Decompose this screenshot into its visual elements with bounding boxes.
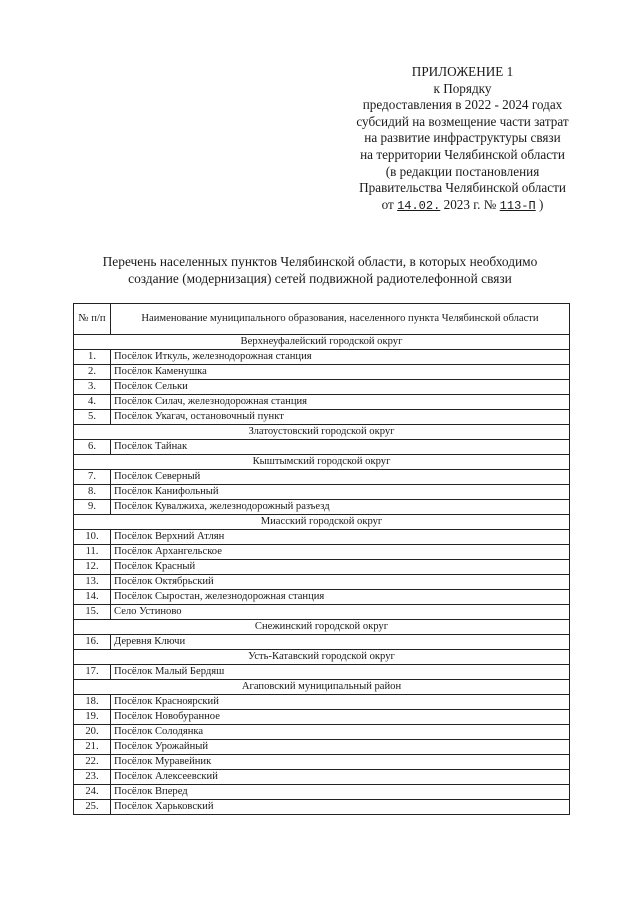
settlements-table-wrapper [73, 303, 570, 815]
row-number: 11. [74, 545, 111, 560]
row-number: 5. [74, 410, 111, 425]
settlement-name: Посёлок Красный [111, 560, 570, 575]
appendix-line: субсидий на возмещение части затрат [356, 113, 569, 129]
table-row [74, 785, 570, 800]
row-number: 21. [74, 740, 111, 755]
date-value: 14.02. [397, 198, 441, 213]
section-name: Снежинский городской округ [74, 620, 570, 635]
row-number: 10. [74, 530, 111, 545]
table-row [74, 635, 570, 650]
settlement-name: Посёлок Архангельское [111, 545, 570, 560]
row-number: 1. [74, 350, 111, 365]
table-row [74, 575, 570, 590]
settlement-name: Посёлок Харьковский [111, 800, 570, 815]
section-row [74, 650, 570, 665]
appendix-line: предоставления в 2022 - 2024 годах [362, 97, 563, 113]
table-row [74, 365, 570, 380]
section-name: Златоустовский городской округ [74, 425, 570, 440]
settlement-name: Деревня Ключи [111, 635, 570, 650]
row-number: 14. [74, 590, 111, 605]
section-name: Миасский городской округ [74, 515, 570, 530]
row-number: 13. [74, 575, 111, 590]
table-row [74, 410, 570, 425]
settlement-name: Посёлок Вперед [111, 785, 570, 800]
settlement-name: Посёлок Красноярский [111, 695, 570, 710]
row-number: 9. [74, 500, 111, 515]
row-number: 2. [74, 365, 111, 380]
table-row [74, 440, 570, 455]
table-row [74, 725, 570, 740]
section-row [74, 455, 570, 470]
settlement-name: Посёлок Укагач, остановочный пункт [111, 410, 570, 425]
section-name: Агаповский муниципальный район [74, 680, 570, 695]
row-number: 25. [74, 800, 111, 815]
table-row [74, 500, 570, 515]
row-number: 12. [74, 560, 111, 575]
settlement-name: Посёлок Канифольный [111, 485, 570, 500]
settlement-name: Посёлок Северный [111, 470, 570, 485]
settlement-name: Посёлок Каменушка [111, 365, 570, 380]
section-name: Верхнеуфалейский городской округ [74, 335, 570, 350]
header-num: № п/п [74, 304, 111, 335]
settlement-name: Посёлок Муравейник [111, 755, 570, 770]
row-number: 22. [74, 755, 111, 770]
section-row [74, 425, 570, 440]
settlement-name: Посёлок Тайнак [111, 440, 570, 455]
date-prefix: от [381, 196, 394, 212]
row-number: 3. [74, 380, 111, 395]
table-row [74, 770, 570, 785]
appendix-line: (в редакции постановления [385, 163, 540, 179]
settlement-name: Посёлок Солодянка [111, 725, 570, 740]
settlement-name: Посёлок Иткуль, железнодорожная станция [111, 350, 570, 365]
section-row [74, 680, 570, 695]
row-number: 24. [74, 785, 111, 800]
settlement-name: Посёлок Верхний Атлян [111, 530, 570, 545]
table-row [74, 800, 570, 815]
section-row [74, 335, 570, 350]
document-title [40, 253, 600, 287]
title-line-1: Перечень населенных пунктов Челябинской области, в которых необходимо [102, 254, 538, 269]
row-number: 20. [74, 725, 111, 740]
table-row [74, 545, 570, 560]
appendix-line: Правительства Челябинской области [359, 180, 566, 196]
table-row [74, 710, 570, 725]
doc-number: 113-П [499, 198, 536, 213]
settlement-name: Посёлок Алексеевский [111, 770, 570, 785]
section-row [74, 515, 570, 530]
settlement-name: Посёлок Новобуранное [111, 710, 570, 725]
settlement-name: Посёлок Малый Бердяш [111, 665, 570, 680]
row-number: 17. [74, 665, 111, 680]
settlement-name: Посёлок Урожайный [111, 740, 570, 755]
table-row [74, 740, 570, 755]
table-row [74, 695, 570, 710]
settlement-name: Посёлок Сыростан, железнодорожная станция [111, 590, 570, 605]
table-row [74, 605, 570, 620]
table-row [74, 665, 570, 680]
row-number: 18. [74, 695, 111, 710]
settlements-table [73, 303, 570, 815]
table-row [74, 530, 570, 545]
table-row [74, 485, 570, 500]
date-year: 2023 г. № [443, 196, 497, 212]
row-number: 19. [74, 710, 111, 725]
section-row [74, 620, 570, 635]
appendix-block [330, 64, 595, 214]
settlement-name: Посёлок Октябрьский [111, 575, 570, 590]
row-number: 23. [74, 770, 111, 785]
row-number: 6. [74, 440, 111, 455]
appendix-line: к Порядку [433, 80, 492, 96]
appendix-line: на территории Челябинской области [360, 146, 565, 162]
row-number: 16. [74, 635, 111, 650]
table-row [74, 350, 570, 365]
settlement-name: Посёлок Силач, железнодорожная станция [111, 395, 570, 410]
row-number: 8. [74, 485, 111, 500]
appendix-line: на развитие инфраструктуры связи [364, 130, 561, 146]
appendix-date-line [330, 197, 595, 215]
row-number: 4. [74, 395, 111, 410]
table-row [74, 590, 570, 605]
appendix-title: ПРИЛОЖЕНИЕ 1 [411, 64, 514, 79]
section-name: Кыштымский городской округ [74, 455, 570, 470]
settlement-name: Посёлок Сельки [111, 380, 570, 395]
section-name: Усть-Катавский городской округ [74, 650, 570, 665]
table-row [74, 470, 570, 485]
title-line-2: создание (модернизация) сетей подвижной радиотелефонной связи [128, 271, 512, 286]
row-number: 15. [74, 605, 111, 620]
table-row [74, 380, 570, 395]
table-row [74, 395, 570, 410]
table-header-row [74, 304, 570, 335]
table-row [74, 560, 570, 575]
header-name: Наименование муниципального образования, населенного пункта Челябинской области [111, 304, 570, 335]
table-row [74, 755, 570, 770]
date-suffix: ) [538, 196, 544, 212]
settlement-name: Село Устиново [111, 605, 570, 620]
row-number: 7. [74, 470, 111, 485]
settlement-name: Посёлок Кувалжиха, железнодорожный разъезд [111, 500, 570, 515]
